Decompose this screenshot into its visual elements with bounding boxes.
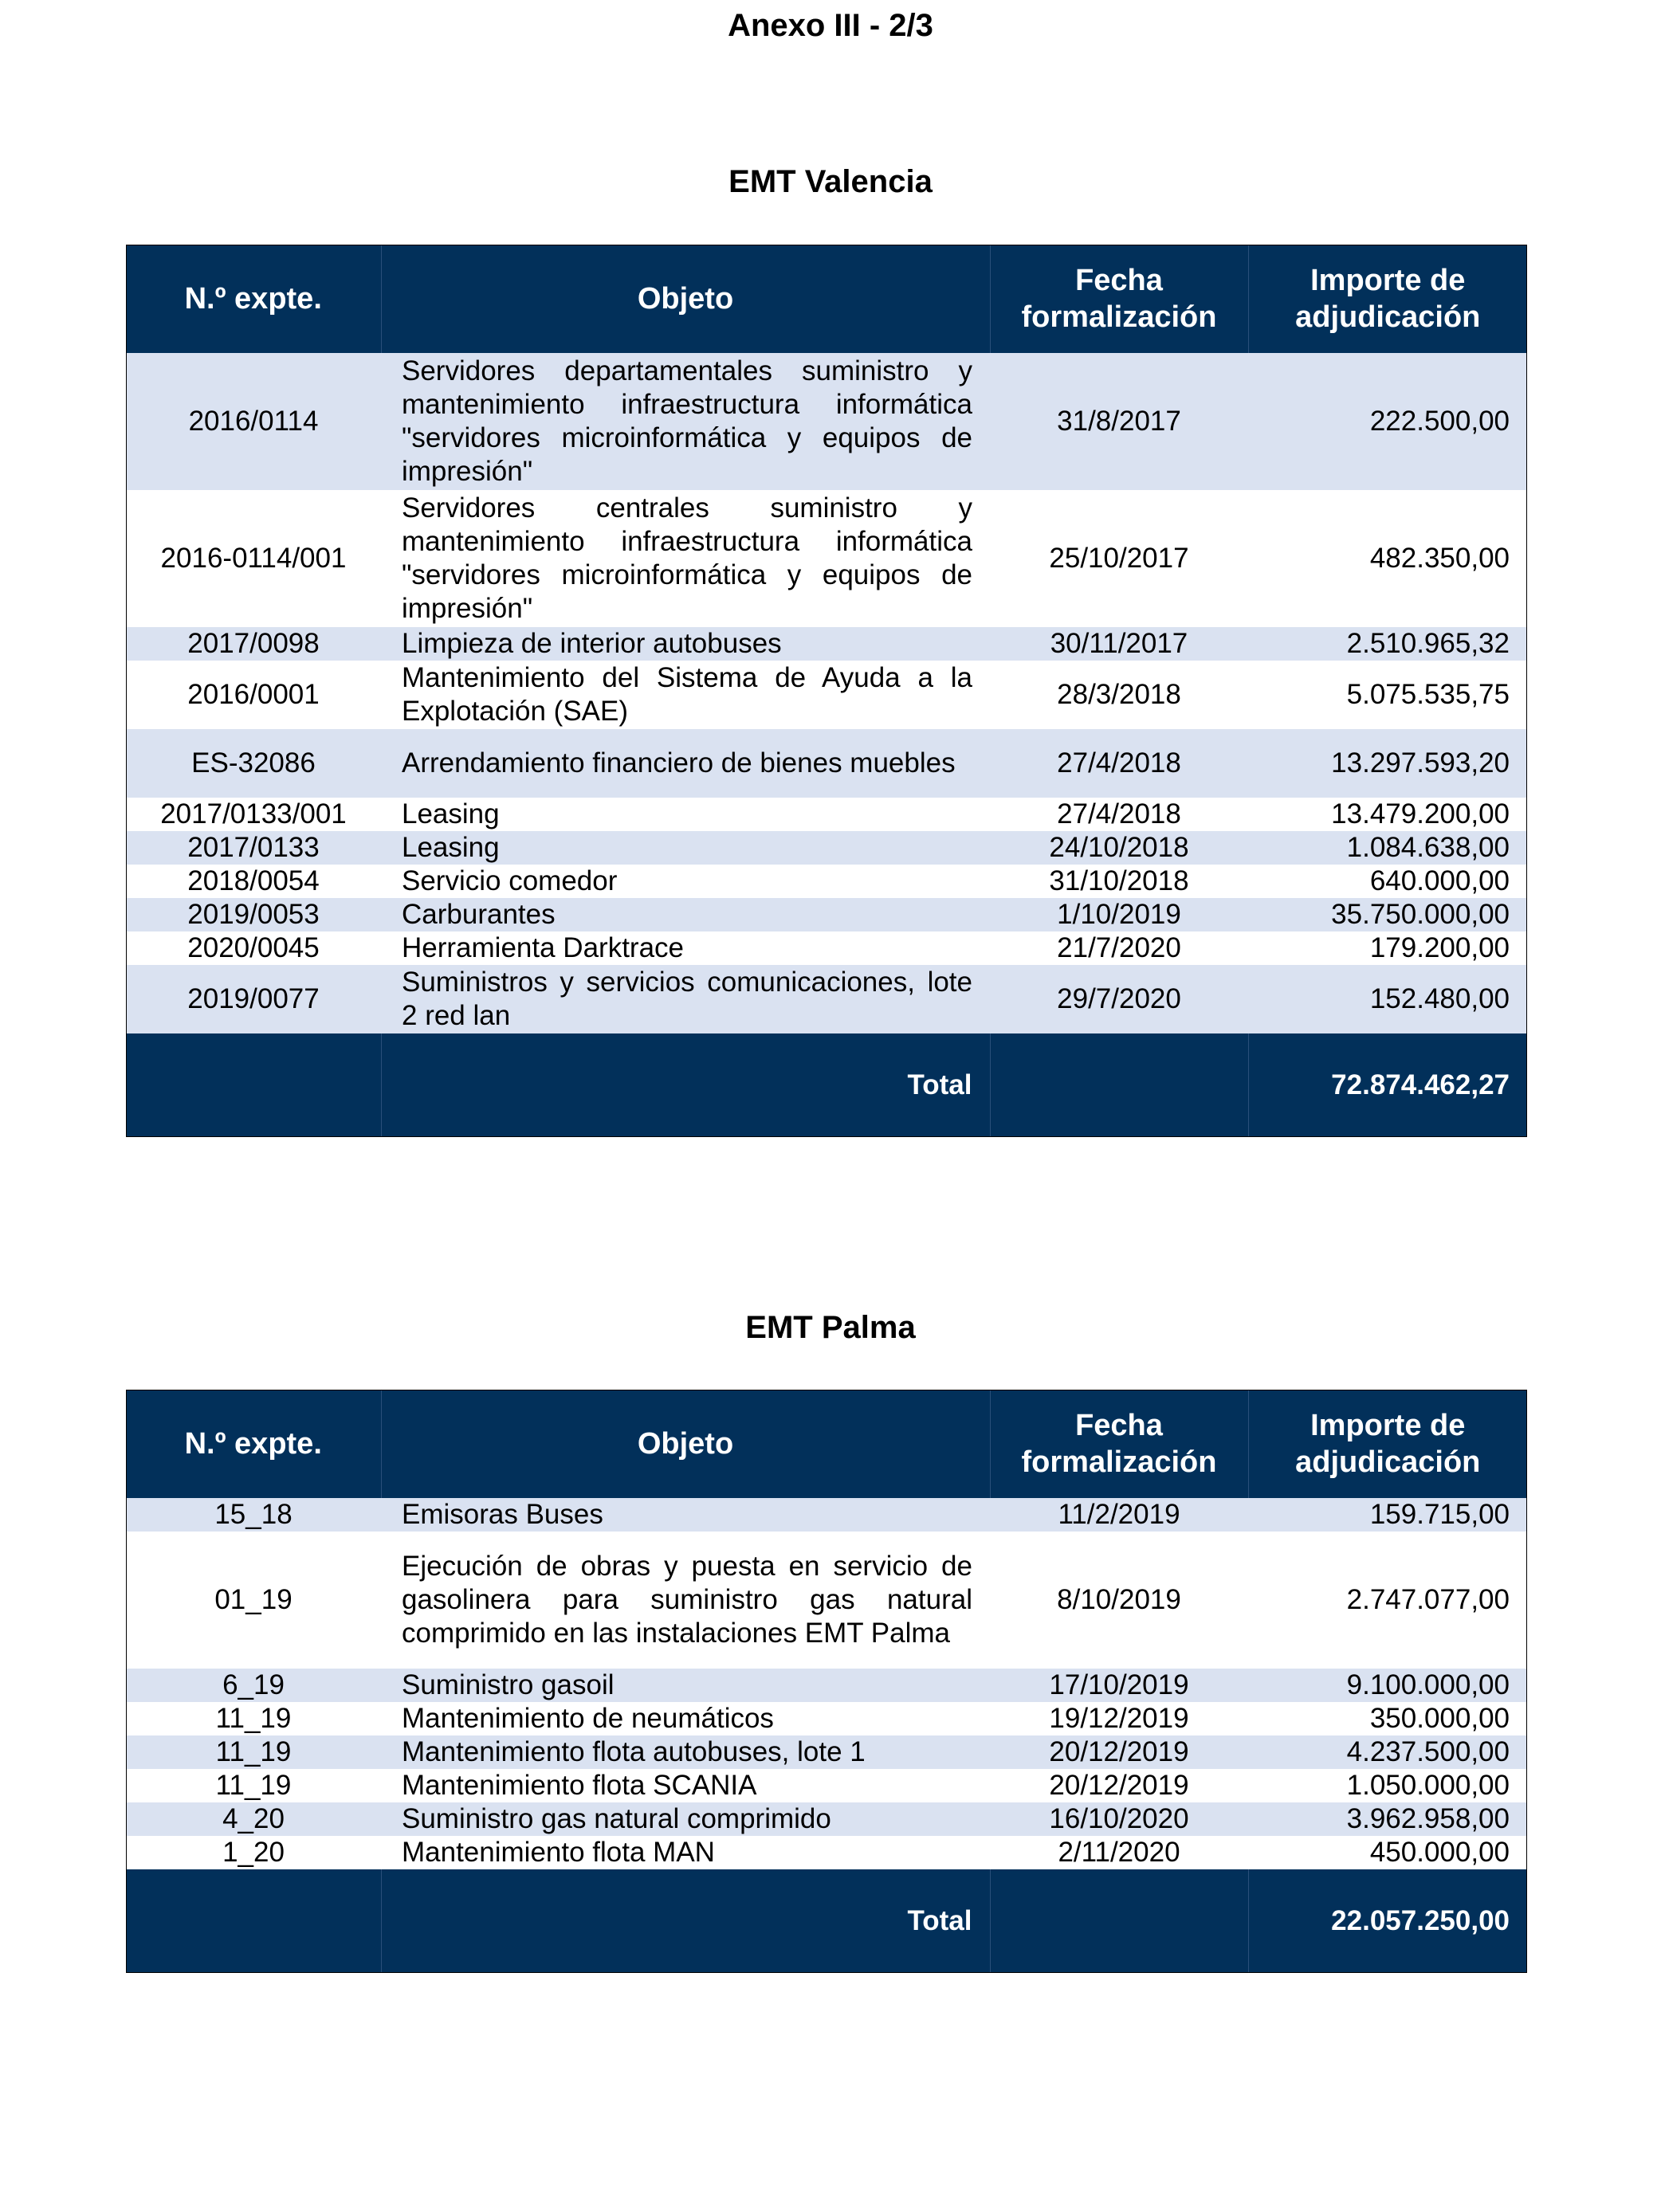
cell-objeto: Leasing [402,798,500,830]
column-header-objeto: Objeto [381,245,990,353]
cell-expediente: 2019/0053 [126,898,381,931]
cell-expediente: 2016-0114/001 [160,543,347,574]
cell-importe: 159.715,00 [1248,1498,1527,1532]
cell-objeto: Limpieza de interior autobuses [381,627,990,661]
total-spacer [126,1869,381,1973]
page-heading: Anexo III - 2/3 [728,8,933,43]
cell-importe: 152.480,00 [1248,965,1527,1033]
table-row [126,1498,1527,1532]
cell-objeto: Servidores departamentales suministro y mantenimiento infraestructura informática "servidores microinformática y equipos de impresión" [381,353,990,490]
cell-expediente: 11_19 [215,1703,292,1734]
cell-expediente: ES-32086 [126,729,381,798]
column-header-fecha: Fecha formalización [990,1390,1248,1498]
cell-objeto: Suministro gasoil [381,1669,990,1702]
table-row [126,1669,1527,1702]
cell-importe: 13.297.593,20 [1248,729,1527,798]
column-header-objeto: Objeto [381,1390,990,1498]
cell-fecha: 27/4/2018 [1057,798,1181,830]
table-row [126,831,1527,865]
cell-objeto: Herramienta Darktrace [402,932,684,963]
cell-fecha: 2/11/2020 [1058,1837,1180,1868]
table-row [126,1532,1527,1669]
cell-importe: 4.237.500,00 [1248,1735,1527,1769]
cell-objeto: Ejecución de obras y puesta en servicio de gasolinera para suministro gas natural comprimido en las instalaciones EMT Palma [402,1551,972,1649]
cell-fecha: 25/10/2017 [1049,543,1189,574]
cell-importe: 179.200,00 [1369,932,1510,963]
table-row [126,1769,1527,1802]
cell-importe: 350.000,00 [1369,1703,1510,1734]
cell-objeto: Servicio comedor [402,865,618,896]
cell-objeto: Mantenimiento flota MAN [402,1837,715,1868]
table-palma [126,1390,1527,1973]
cell-fecha: 29/7/2020 [990,965,1248,1033]
cell-expediente: 2017/0133/001 [160,798,347,830]
cell-fecha: 27/4/2018 [990,729,1248,798]
cell-fecha: 17/10/2019 [990,1669,1248,1702]
section-title-palma: EMT Palma [745,1310,916,1345]
cell-fecha: 1/10/2019 [990,898,1248,931]
cell-expediente: 2019/0077 [126,965,381,1033]
cell-objeto: Mantenimiento flota autobuses, lote 1 [381,1735,990,1769]
total-value: 22.057.250,00 [1248,1869,1527,1973]
cell-expediente: 2017/0098 [126,627,381,661]
cell-objeto: Carburantes [381,898,990,931]
table-row [126,1836,1527,1869]
table-header-row [126,245,1527,353]
cell-expediente: 2020/0045 [187,932,320,963]
table-row [126,627,1527,661]
cell-fecha: 28/3/2018 [1057,679,1181,710]
table-row [126,1702,1527,1735]
table-row [126,931,1527,965]
total-value: 72.874.462,27 [1248,1033,1527,1137]
cell-expediente: 6_19 [126,1669,381,1702]
section-title-valencia: EMT Valencia [728,164,933,199]
column-header-fecha: Fecha formalización [990,245,1248,353]
cell-fecha: 24/10/2018 [990,831,1248,865]
cell-fecha: 30/11/2017 [990,627,1248,661]
cell-fecha: 20/12/2019 [1049,1770,1189,1801]
total-label: Total [381,1869,990,1973]
cell-importe: 640.000,00 [1369,865,1510,896]
cell-expediente: 2017/0133 [126,831,381,865]
cell-expediente: 2016/0001 [187,679,320,710]
table-row [126,729,1527,798]
cell-objeto: Suministro gas natural comprimido [381,1802,990,1836]
cell-expediente: 15_18 [126,1498,381,1532]
table-row [126,898,1527,931]
cell-importe: 13.479.200,00 [1331,798,1510,830]
cell-objeto: Mantenimiento flota SCANIA [402,1770,757,1801]
table-header-row [126,1390,1527,1498]
column-header-expediente: N.º expte. [126,245,381,353]
total-spacer [126,1033,381,1137]
table-valencia [126,245,1527,1137]
cell-objeto: Mantenimiento de neumáticos [402,1703,774,1734]
cell-expediente: 11_19 [215,1770,292,1801]
column-header-expediente: N.º expte. [126,1390,381,1498]
cell-fecha: 16/10/2020 [990,1802,1248,1836]
table-row [126,1802,1527,1836]
cell-expediente: 01_19 [214,1584,293,1615]
cell-fecha: 20/12/2019 [990,1735,1248,1769]
cell-expediente: 1_20 [222,1837,285,1868]
cell-expediente: 4_20 [126,1802,381,1836]
cell-objeto: Leasing [381,831,990,865]
total-spacer [990,1869,1248,1973]
cell-importe: 1.084.638,00 [1248,831,1527,865]
cell-fecha: 21/7/2020 [1057,932,1181,963]
cell-objeto: Mantenimiento del Sistema de Ayuda a la Explotación (SAE) [402,662,972,727]
cell-importe: 1.050.000,00 [1346,1770,1510,1801]
table-row [126,798,1527,831]
total-row [126,1869,1527,1973]
cell-expediente: 2016/0114 [126,353,381,490]
cell-fecha: 19/12/2019 [1049,1703,1189,1734]
cell-importe: 2.747.077,00 [1346,1584,1510,1615]
cell-importe: 2.510.965,32 [1248,627,1527,661]
table-row [126,490,1527,627]
column-header-importe: Importe de adjudicación [1248,1390,1527,1498]
cell-fecha: 31/8/2017 [990,353,1248,490]
cell-objeto: Servidores centrales suministro y mantenimiento infraestructura informática "servidores microinformática y equipos de impresión" [402,492,972,624]
total-spacer [990,1033,1248,1137]
cell-importe: 35.750.000,00 [1248,898,1527,931]
cell-importe: 482.350,00 [1369,543,1510,574]
cell-expediente: 2018/0054 [187,865,320,896]
cell-importe: 5.075.535,75 [1346,679,1510,710]
cell-objeto: Arrendamiento financiero de bienes muebles [381,729,990,798]
cell-fecha: 8/10/2019 [1057,1584,1181,1615]
cell-importe: 3.962.958,00 [1248,1802,1527,1836]
cell-importe: 222.500,00 [1248,353,1527,490]
total-label: Total [381,1033,990,1137]
table-row [126,661,1527,729]
table-row [126,965,1527,1033]
cell-importe: 450.000,00 [1369,1837,1510,1868]
total-row [126,1033,1527,1137]
table-row [126,1735,1527,1769]
cell-expediente: 11_19 [126,1735,381,1769]
cell-objeto: Suministros y servicios comunicaciones, lote 2 red lan [381,965,990,1033]
table-row [126,353,1527,490]
cell-fecha: 11/2/2019 [990,1498,1248,1532]
cell-fecha: 31/10/2018 [1049,865,1189,896]
cell-objeto: Emisoras Buses [381,1498,990,1532]
column-header-importe: Importe de adjudicación [1248,245,1527,353]
cell-importe: 9.100.000,00 [1248,1669,1527,1702]
table-row [126,865,1527,898]
